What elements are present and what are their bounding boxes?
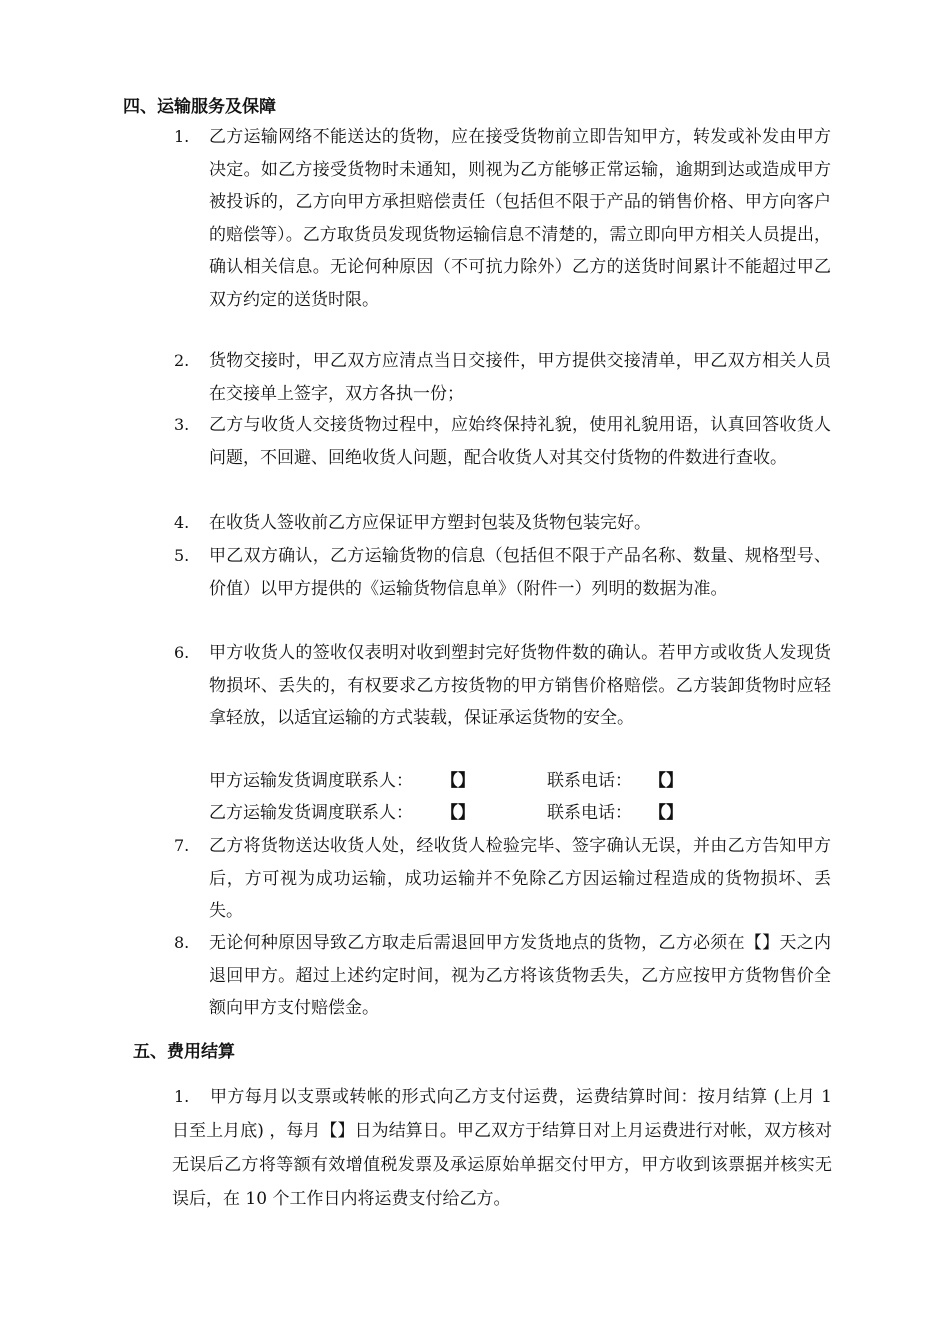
list-item-text: 在收货人签收前乙方应保证甲方塑封包装及货物包装完好。 [209,513,651,533]
list-item-text: 乙方将货物送达收货人处，经收货人检验完毕、签字确认无误，并由乙方告知甲方后，方可视为成功运输，成功运输并不免除乙方因运输过程造成的货物损坏、丢失。 [209,836,831,921]
phone-label: 联系电话： [547,771,632,791]
contact-label: 乙方运输发货调度联系人： [209,803,413,823]
contact-name-blank: 【】 [441,803,475,823]
contact-name-blank: 【】 [441,771,475,791]
list-item-text: 甲乙双方确认，乙方运输货物的信息（包括但不限于产品名称、数量、规格型号、价值）以甲方提供的《运输货物信息单》（附件一）列明的数据为准。 [209,546,831,599]
list-item-number: 6. [174,643,190,662]
list-item-text: 乙方运输网络不能送达的货物，应在接受货物前立即告知甲方，转发或补发由甲方决定。如乙方接受货物时未通知，则视为乙方能够正常运输，逾期到达或造成甲方被投诉的，乙方向甲方承担赔偿责任（包括但不限于产品的销售价格、甲方向客户的赔偿等）。乙方取货员发现货物运输信息不清楚的，需立即向甲方相关人员提出，确认相关信息。无论何种原因（不可抗力除外）乙方的送货时间累计不能超过甲乙双方约定的送货时限。 [209,127,831,310]
list-item-number: 2. [174,351,190,370]
phone-blank: 【】 [649,771,683,791]
list-item-number: 8. [174,933,190,952]
list-item-number: 1. [174,127,190,146]
list-item-text: 货物交接时，甲乙双方应清点当日交接件，甲方提供交接清单，甲乙双方相关人员在交接单上签字，双方各执一份； [209,351,831,404]
phone-blank: 【】 [649,803,683,823]
section-heading-transport-service: 四、运输服务及保障 [123,97,276,117]
list-item-text: 乙方与收货人交接货物过程中，应始终保持礼貌，使用礼貌用语，认真回答收货人问题，不回避、回绝收货人问题，配合收货人对其交付货物的件数进行查收。 [209,415,831,468]
list-item-number: 7. [174,836,190,855]
list-item-number: 5. [174,546,190,565]
contact-label: 甲方运输发货调度联系人： [209,771,413,791]
section-heading-fee-settlement: 五、费用结算 [133,1042,235,1062]
list-item-number: 3. [174,415,190,434]
settlement-text-line1: 甲方每月以支票或转帐的形式向乙方支付运费，运费结算时间：按月结算 [210,1087,768,1107]
settlement-paragraph [172,1080,838,1216]
settlement-text-rest: (上月 1 日至上月底) ，每月【】日为结算日。甲乙双方于结算日对上月运费进行对帐，双方核对无误后乙方将等额有效增值税发票及承运原始单据交付甲方，甲方收到该票据并核实无误后，在 10 个工作日内将运费支付给乙方。 [172,1087,838,1209]
list-item-number: 1. [174,1087,190,1106]
contact-row-party-a [209,766,831,796]
phone-label: 联系电话： [547,803,632,823]
list-item-text: 甲方收货人的签收仅表明对收到塑封完好货物件数的确认。若甲方或收货人发现货物损坏、丢失的，有权要求乙方按货物的甲方销售价格赔偿。乙方装卸货物时应轻拿轻放，以适宜运输的方式装载，保证承运货物的安全。 [209,643,831,728]
contact-row-party-b [209,798,831,828]
list-item-number: 4. [174,513,190,532]
list-item-text: 无论何种原因导致乙方取走后需退回甲方发货地点的货物，乙方必须在【】天之内退回甲方。超过上述约定时间，视为乙方将该货物丢失，乙方应按甲方货物售价全额向甲方支付赔偿金。 [209,933,831,1018]
